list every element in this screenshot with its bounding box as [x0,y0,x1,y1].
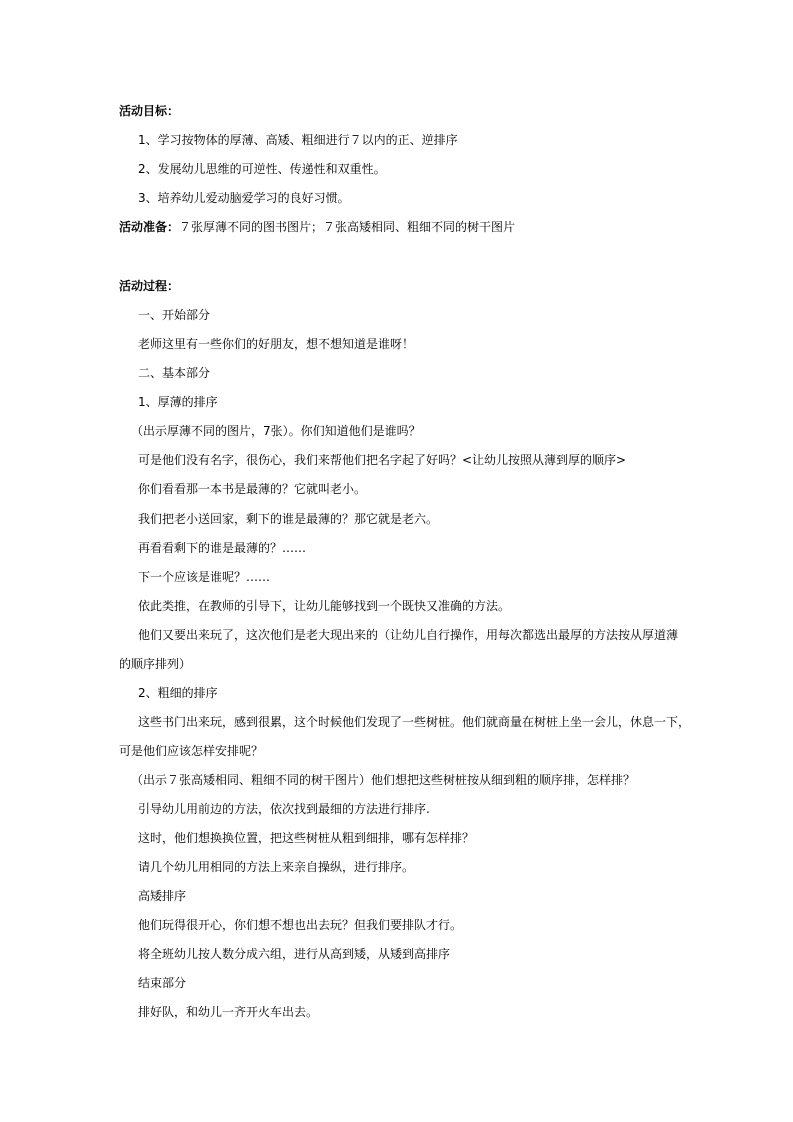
paragraph: 他们玩得很开心，你们想不想也出去玩？但我们要排队才行。 [138,918,463,932]
paragraph-continuation: 可是他们应该怎样安排呢？ [119,744,264,758]
paragraph: 这些书门出来玩，感到很累，这个时候他们发现了一些树桩。他们就商量在树桩上坐一会儿，休息一下， [138,715,691,729]
paragraph: 老师这里有一些你们的好朋友，想不想知道是谁呀！ [138,337,415,351]
section-basic-heading: 二、基本部分 [138,366,211,380]
paragraph: 排好队，和幼儿一齐开火车出去。 [138,1005,319,1019]
preparation-line [119,219,515,235]
paragraph: 依此类推，在教师的引导下，让幼儿能够找到一个既快又准确的方法。 [138,599,511,613]
paragraph: 你们看看那一本书是最薄的？它就叫老小。 [138,482,367,496]
paragraph: 将全班幼儿按人数分成六组，进行从高到矮，从矮到高排序 [138,947,451,961]
paragraph-continuation: 的顺序排列） [119,657,192,671]
preparation-text: ７张厚薄不同的图书图片；７张高矮相同、粗细不同的树干图片 [179,220,516,234]
paragraph: （出示厚薄不同的图片，7张）。你们知道他们是谁吗？ [131,424,421,438]
paragraph: 他们又要出来玩了，这次他们是老大现出来的（让幼儿自行操作，用每次都选出最厚的方法按从厚道薄 [138,628,679,642]
paragraph: 这时，他们想换换位置，把这些树桩从粗到细排，哪有怎样排？ [138,831,475,845]
subsection-thickness-heading: 1、厚薄的排序 [138,395,218,409]
paragraph: 引导幼儿用前边的方法，依次找到最细的方法进行排序. [138,802,430,816]
goal-item-3: 3、培养幼儿爱动脑爱学习的良好习惯。 [138,191,350,205]
subsection-width-heading: 2、粗细的排序 [138,686,218,700]
subsection-height-heading: 高矮排序 [138,889,187,903]
paragraph: 可是他们没有名字，很伤心，我们来帮他们把名字起了好吗？<让幼儿按照从薄到厚的顺序> [138,453,627,467]
paragraph: （出示７张高矮相同、粗细不同的树干图片）他们想把这些树桩按从细到粗的顺序排，怎样排？ [131,773,636,787]
process-heading: 活动过程： [119,279,180,293]
goal-item-2: 2、发展幼儿思维的可逆性、传递性和双重性。 [138,162,386,176]
paragraph: 下一个应该是谁呢？…… [138,570,271,584]
paragraph: 我们把老小送回家，剩下的谁是最薄的？那它就是老六。 [138,512,439,526]
paragraph: 请几个幼儿用相同的方法上来亲自操纵，进行排序。 [138,860,415,874]
paragraph: 再看看剩下的谁是最薄的？…… [138,541,307,555]
goals-heading: 活动目标： [119,104,180,118]
section-start-heading: 一、开始部分 [138,308,211,322]
goal-item-1: 1、学习按物体的厚薄、高矮、粗细进行７以内的正、逆排序 [138,133,458,147]
section-end-heading: 结束部分 [138,976,187,990]
preparation-label: 活动准备： [119,220,180,234]
